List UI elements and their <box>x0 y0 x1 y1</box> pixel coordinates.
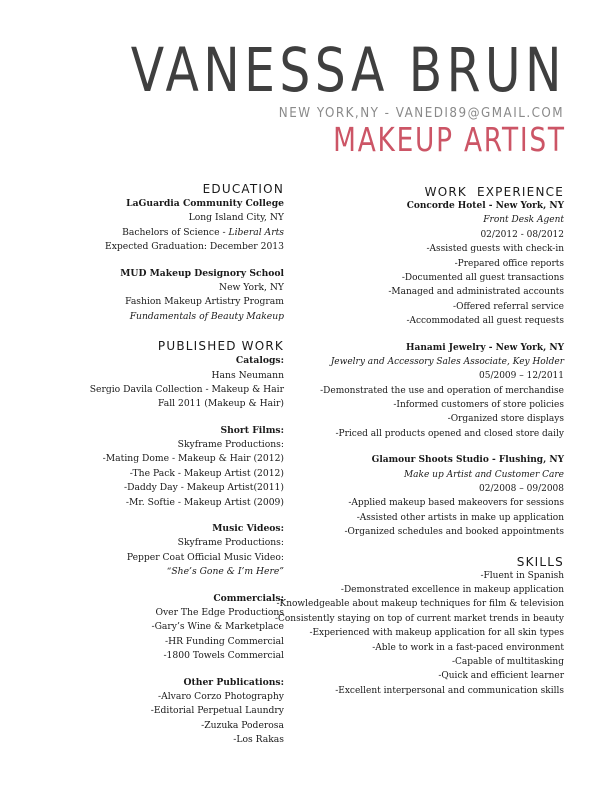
commercial-item: Over The Edge Productions <box>155 606 284 618</box>
music-video-item: Skyframe Productions: <box>177 537 284 549</box>
contact-line: NEW YORK,NY - VANEDI89@GMAIL.COM <box>278 106 564 121</box>
school-name: LaGuardia Community College <box>126 198 284 209</box>
publication-item: -Los Rakas <box>233 734 284 746</box>
short-film-item: -Daddy Day - Makeup Artist(2011) <box>123 482 284 494</box>
music-video-item: Pepper Coat Official Music Video: <box>126 551 284 563</box>
job-duty: -Demonstrated the use and operation of merchandise <box>320 385 564 396</box>
skill-item: -Knowledgeable about makeup techniques for film & television <box>276 599 564 610</box>
right-column <box>264 184 564 698</box>
school-degree <box>24 226 284 240</box>
job-dates: 02/2012 - 08/2012 <box>480 229 564 240</box>
skill-item: -Able to work in a fast-paced environment <box>372 642 564 653</box>
publication-item: -Alvaro Corzo Photography <box>157 690 284 702</box>
job-position: Jewelry and Accessory Sales Associate, Key Holder <box>330 356 564 367</box>
job-duty: -Organized schedules and booked appointments <box>344 527 564 538</box>
short-films-label: Short Films: <box>220 424 284 436</box>
school-location: Long Island City, NY <box>188 212 284 224</box>
job-duty: -Documented all guest transactions <box>401 272 564 283</box>
school-program: Fashion Makeup Artistry Program <box>125 296 284 308</box>
skill-item: -Excellent interpersonal and communication skills <box>335 685 564 696</box>
school-location: New York, NY <box>219 281 284 293</box>
job-company: Glamour Shoots Studio - Flushing, NY <box>371 455 564 466</box>
skill-item: -Demonstrated excellence in makeup application <box>340 584 564 595</box>
job-duty: -Accommodated all guest requests <box>406 316 564 327</box>
short-film-item: -Mr. Softie - Makeup Artist (2009) <box>125 496 284 508</box>
job-position: Make up Artist and Customer Care <box>403 469 564 480</box>
school-name: MUD Makeup Designory School <box>120 267 284 279</box>
skill-item: -Capable of multitasking <box>451 656 564 667</box>
skill-item: -Quick and efficient learner <box>438 671 564 682</box>
degree-field: Liberal Arts <box>228 226 284 238</box>
catalog-item: Fall 2011 (Makeup & Hair) <box>157 398 284 410</box>
skill-item: -Fluent in Spanish <box>480 570 564 581</box>
job-position: Front Desk Agent <box>483 215 564 226</box>
skill-item: -Experienced with makeup application for all skin types <box>309 628 564 639</box>
school-course: Fundamentals of Beauty Makeup <box>129 310 284 322</box>
short-film-item: -Mating Dome - Makeup & Hair (2012) <box>102 453 284 465</box>
publication-item: -Zuzuka Poderosa <box>201 719 284 731</box>
degree-prefix: Bachelors of Science - <box>122 226 229 238</box>
job-duty: -Priced all products opened and closed store daily <box>335 428 564 439</box>
job-duty: -Prepared office reports <box>454 258 564 269</box>
music-videos-label: Music Videos: <box>212 523 284 535</box>
job-dates: 02/2008 – 09/2008 <box>479 484 564 495</box>
left-column <box>24 181 284 748</box>
commercials-label: Commercials: <box>213 592 284 604</box>
job-dates: 05/2009 – 12/2011 <box>479 371 564 382</box>
job-duty: -Assisted guests with check-in <box>426 244 564 255</box>
commercial-item: -1800 Towels Commercial <box>163 650 284 662</box>
school-graduation: Expected Graduation: December 2013 <box>105 241 284 253</box>
job-company: Hanami Jewelry - New York, NY <box>405 342 564 353</box>
commercial-item: -HR Funding Commercial <box>164 635 284 647</box>
education-heading: EDUCATION <box>202 182 284 196</box>
other-publications-label: Other Publications: <box>183 676 284 688</box>
short-film-item: -The Pack - Makeup Artist (2012) <box>129 467 284 479</box>
job-duty: -Informed customers of store policies <box>393 400 564 411</box>
skill-item: -Consistently staying on top of current market trends in beauty <box>274 613 564 624</box>
music-video-song: “She’s Gone & I’m Here” <box>166 566 284 578</box>
publication-item: -Editorial Perpetual Laundry <box>150 705 284 717</box>
job-title: MAKEUP ARTIST <box>333 120 566 159</box>
work-heading: WORK EXPERIENCE <box>424 185 564 199</box>
job-duty: -Organized store displays <box>447 414 564 425</box>
skills-heading: SKILLS <box>516 554 564 569</box>
short-film-item: Skyframe Productions: <box>177 439 284 451</box>
catalog-item: Sergio Davila Collection - Makeup & Hair <box>89 383 284 395</box>
job-duty: -Applied makeup based makeovers for sessions <box>348 498 564 509</box>
published-heading: PUBLISHED WORK <box>157 339 284 354</box>
job-duty: -Managed and administrated accounts <box>388 287 564 298</box>
job-company: Concorde Hotel - New York, NY <box>406 201 564 211</box>
job-duty: -Offered referral service <box>453 301 564 312</box>
candidate-name: VANESSA BRUN <box>130 35 566 106</box>
commercial-item: -Gary’s Wine & Marketplace <box>151 621 284 633</box>
catalogs-label: Catalogs: <box>235 355 284 367</box>
catalog-item: Hans Neumann <box>211 369 284 381</box>
job-duty: -Assisted other artists in make up application <box>356 512 564 523</box>
